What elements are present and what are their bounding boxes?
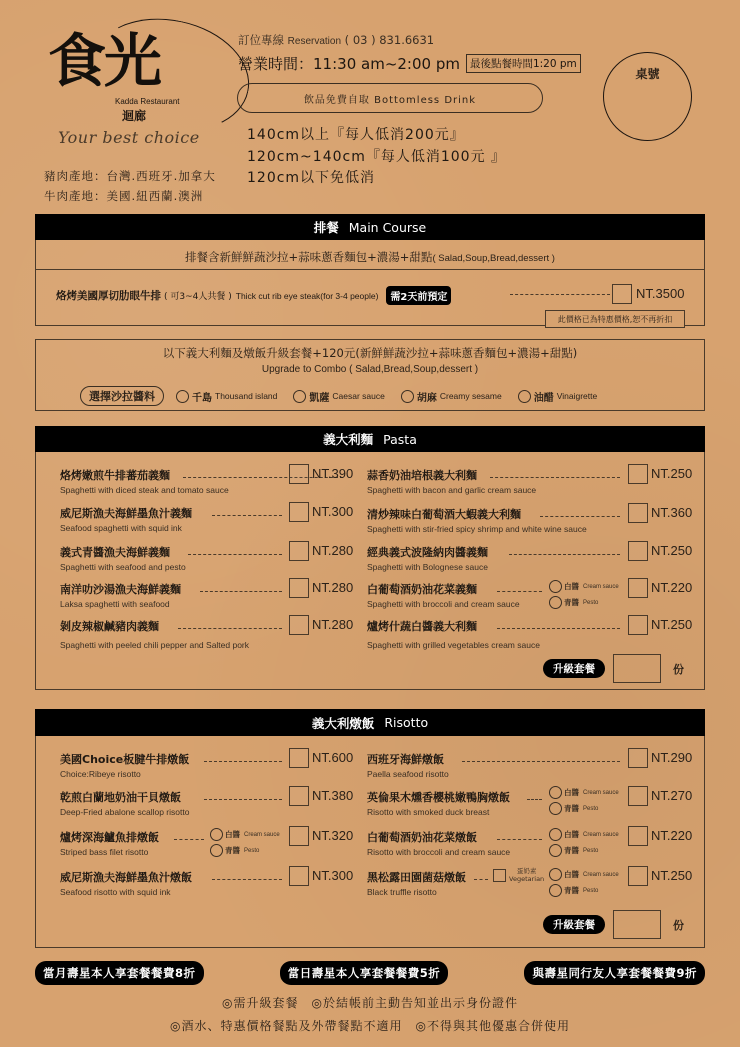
item-checkbox[interactable]	[289, 541, 309, 561]
leader-dots	[462, 761, 620, 762]
leader-dots	[212, 879, 282, 880]
sauce-zh: 青醬	[564, 886, 579, 895]
sauce-option-cream[interactable]	[549, 580, 619, 593]
main-course-includes	[35, 249, 705, 265]
item-name: 西班牙海鮮燉飯	[367, 753, 444, 766]
item-checkbox[interactable]	[628, 615, 648, 635]
upgrade-label: 升級套餐	[543, 915, 605, 934]
radio-icon[interactable]	[549, 802, 562, 815]
option-zh: 千島	[192, 392, 212, 404]
salad-option-caesar[interactable]	[293, 389, 384, 404]
item-price: NT.220	[651, 828, 693, 843]
item-price: NT.290	[651, 750, 693, 765]
risotto-header	[35, 709, 705, 736]
sauce-zh: 白醬	[564, 870, 579, 879]
item-price: NT.280	[312, 617, 354, 632]
bottomless-drink-banner: 飲品免費自取 Bottomless Drink	[237, 83, 543, 113]
radio-icon[interactable]	[293, 390, 306, 403]
item-name: 黑松露田園菌菇燉飯	[367, 871, 466, 884]
logo-english: Kadda Restaurant	[115, 97, 180, 106]
item-name: 剝皮辣椒鹹豬肉義麵	[60, 620, 159, 633]
sauce-en: Cream sauce	[583, 583, 619, 590]
sauce-zh: 青醬	[564, 598, 579, 607]
item-name: 爐烤什蔬白醬義大利麵	[367, 620, 477, 633]
logo-title: 食光	[48, 27, 161, 95]
item-en: Striped bass filet risotto	[60, 847, 149, 857]
item-checkbox[interactable]	[628, 541, 648, 561]
section-title-zh: 排餐	[313, 220, 339, 235]
item-en: Spaghetti with peeled chili pepper and Salted pork	[60, 640, 250, 650]
includes-en: ( Salad,Soup,Bread,dessert )	[432, 253, 555, 264]
reservation-en: Reservation	[287, 36, 342, 47]
item-en: Seafood spaghetti with squid ink	[60, 523, 182, 533]
item-checkbox[interactable]	[628, 786, 648, 806]
item-checkbox[interactable]	[628, 503, 648, 523]
item-price: NT.250	[651, 543, 693, 558]
includes-zh: 排餐含新鮮鮮蔬沙拉+蒜味蔥香麵包+濃湯+甜點	[185, 250, 433, 264]
section-title-en: Pasta	[383, 431, 417, 447]
item-price: NT.300	[312, 504, 354, 519]
item-name: 乾煎白蘭地奶油干貝燉飯	[60, 791, 181, 804]
item-price: NT.360	[651, 505, 693, 520]
item-name: 經典義式波隆納肉醬義麵	[367, 546, 488, 559]
sauce-en: Pesto	[583, 847, 599, 854]
item-en: Spaghetti with diced steak and tomato sauce	[60, 485, 229, 495]
item-en: Seafood risotto with squid ink	[60, 887, 171, 897]
upgrade-quantity-field[interactable]	[613, 654, 661, 683]
item-checkbox[interactable]	[289, 502, 309, 522]
sauce-zh: 青醬	[564, 846, 579, 855]
item-en: Black truffle risotto	[367, 887, 437, 897]
sauce-zh: 白醬	[225, 830, 240, 839]
item-en: Spaghetti with grilled vegetables cream sauce	[367, 640, 540, 650]
radio-icon[interactable]	[549, 786, 562, 799]
radio-icon[interactable]	[210, 828, 223, 841]
logo-subtitle: 迴廊	[122, 109, 147, 123]
radio-icon[interactable]	[549, 868, 562, 881]
item-price: NT.250	[651, 868, 693, 883]
radio-icon[interactable]	[176, 390, 189, 403]
sauce-zh: 白醬	[564, 830, 579, 839]
sauce-option-cream[interactable]	[210, 828, 280, 841]
leader-dots	[497, 591, 542, 592]
item-name: 清炒辣味白葡萄酒大蝦義大利麵	[367, 508, 521, 521]
sauce-en: Pesto	[583, 805, 599, 812]
leader-dots	[497, 628, 620, 629]
item-checkbox[interactable]	[289, 578, 309, 598]
option-zh: 油醋	[533, 392, 554, 404]
item-name: 義式青醬漁夫海鮮義麵	[60, 546, 170, 559]
option-zh: 胡麻	[416, 392, 437, 404]
ribeye-checkbox[interactable]	[612, 284, 632, 304]
reservation-line	[238, 32, 434, 48]
item-name: 威尼斯漁夫海鮮墨魚汁燉飯	[60, 871, 192, 884]
promo-badge: 當月壽星本人享套餐餐費8折	[35, 961, 204, 985]
table-number-field[interactable]	[603, 52, 692, 141]
leader-dots	[200, 591, 282, 592]
sauce-selector	[549, 868, 619, 897]
radio-icon[interactable]	[549, 844, 562, 857]
radio-icon[interactable]	[549, 580, 562, 593]
leader-dots	[188, 554, 282, 555]
business-hours	[238, 53, 581, 74]
section-title-en: Risotto	[384, 715, 429, 730]
item-en: Laksa spaghetti with seafood	[60, 599, 170, 609]
item-checkbox[interactable]	[289, 826, 309, 846]
leader-dots	[474, 879, 488, 880]
last-order-badge: 最後點餐時間1:20 pm	[466, 54, 581, 73]
promo-note-2: ◎酒水、特惠價格餐點及外帶餐點不適用 ◎不得與其他優惠合併使用	[170, 1019, 570, 1033]
radio-icon[interactable]	[549, 828, 562, 841]
leader-dots	[527, 799, 542, 800]
item-price: NT.320	[312, 828, 354, 843]
item-name: 威尼斯漁夫海鮮墨魚汁義麵	[60, 507, 192, 520]
leader-dots	[510, 294, 610, 295]
item-price: NT.390	[312, 466, 354, 481]
sauce-zh: 青醬	[225, 846, 240, 855]
vegetarian-checkbox[interactable]	[493, 869, 506, 882]
unit-label: 份	[673, 918, 684, 932]
tagline: Your best choice	[58, 128, 200, 147]
combo-line-1: 以下義大利麵及燉飯升級套餐+120元(新鮮鮮蔬沙拉+蒜味蔥香麵包+濃湯+甜點)	[162, 346, 578, 360]
sauce-selector	[549, 828, 619, 857]
sauce-option-cream[interactable]	[549, 786, 619, 799]
sauce-selector	[549, 786, 619, 815]
birthday-promotions	[35, 961, 705, 985]
pork-origin: 豬肉產地：台灣.西班牙.加拿大	[44, 169, 216, 183]
item-en: Spaghetti with stir-fried spicy shrimp and white wine sauce	[367, 524, 587, 534]
item-en: Deep-Fried abalone scallop risotto	[60, 807, 190, 817]
sauce-option-cream[interactable]	[549, 828, 619, 841]
leader-dots	[204, 799, 282, 800]
sauce-option-pesto[interactable]	[549, 802, 619, 815]
sauce-option-cream[interactable]	[549, 868, 619, 881]
ribeye-item	[56, 286, 451, 305]
item-price: NT.280	[312, 543, 354, 558]
sauce-en: Cream sauce	[583, 789, 619, 796]
item-price: NT.250	[651, 466, 693, 481]
item-price: NT.380	[312, 788, 354, 803]
item-checkbox[interactable]	[289, 866, 309, 886]
promo-badge: 與壽星同行友人享套餐餐費9折	[524, 961, 705, 985]
radio-icon[interactable]	[549, 596, 562, 609]
radio-icon[interactable]	[210, 844, 223, 857]
veg-zh: 蛋奶素	[516, 867, 537, 875]
hours-value: 11:30 am~2:00 pm	[313, 54, 460, 73]
unit-label: 份	[673, 662, 684, 676]
item-name: 白葡萄酒奶油花菜燉飯	[367, 831, 477, 844]
vegetarian-option[interactable]	[493, 867, 544, 883]
sauce-selector	[210, 828, 280, 857]
sauce-en: Pesto	[583, 599, 599, 606]
sauce-selector	[549, 580, 619, 609]
leader-dots	[540, 516, 620, 517]
salad-label: 選擇沙拉醬料	[80, 386, 164, 406]
item-en: Choice:Ribeye risotto	[60, 769, 141, 779]
pasta-upgrade	[543, 654, 684, 683]
item-checkbox[interactable]	[628, 826, 648, 846]
option-en: Creamy sesame	[439, 391, 502, 401]
item-note: ( 可3~4人共餐 )	[164, 292, 232, 302]
salad-option-vinaigrette[interactable]	[518, 389, 597, 404]
option-en: Caesar sauce	[332, 391, 385, 401]
item-price: NT.300	[312, 868, 354, 883]
item-name: 蒜香奶油培根義大利麵	[367, 469, 477, 482]
leader-dots	[509, 554, 620, 555]
option-zh: 凱薩	[309, 392, 330, 404]
leader-dots	[497, 839, 542, 840]
table-number-label: 桌號	[635, 67, 660, 81]
section-title-zh: 義大利麵	[323, 432, 374, 447]
sauce-option-pesto[interactable]	[549, 844, 619, 857]
item-price: NT.600	[312, 750, 354, 765]
upgrade-label: 升級套餐	[543, 659, 605, 678]
sauce-zh: 青醬	[564, 804, 579, 813]
item-name: 烙烤美國厚切肋眼牛排	[56, 290, 161, 302]
sauce-zh: 白醬	[564, 788, 579, 797]
leader-dots	[178, 628, 282, 629]
ribeye-price: NT.3500	[636, 286, 685, 301]
item-checkbox[interactable]	[289, 464, 309, 484]
salad-option-sesame[interactable]	[401, 389, 502, 404]
item-en: Paella seafood risotto	[367, 769, 449, 779]
veg-en: Vegetarian	[509, 875, 545, 883]
item-name: 南洋叻沙湯漁夫海鮮義麵	[60, 583, 181, 596]
hours-label: 營業時間：	[238, 55, 314, 73]
no-discount-note: 此價格已為特惠價格,恕不再折扣	[545, 310, 685, 328]
radio-icon[interactable]	[401, 390, 414, 403]
item-name: 白葡萄酒奶油花菜義麵	[367, 583, 477, 596]
min-charge-1: 140cm以上『每人低消200元』	[247, 127, 465, 143]
combo-line-2: Upgrade to Combo ( Salad,Bread,Soup,dessert )	[261, 364, 479, 375]
option-en: Vinaigrette	[556, 391, 598, 401]
vegetarian-label	[509, 867, 544, 883]
section-title-zh: 義大利燉飯	[311, 715, 375, 731]
item-checkbox[interactable]	[289, 786, 309, 806]
item-en: Spaghetti with broccoli and cream sauce	[367, 599, 520, 609]
risotto-upgrade	[543, 910, 684, 939]
item-name: 爐烤深海鱸魚排燉飯	[60, 831, 159, 844]
upgrade-quantity-field[interactable]	[613, 910, 661, 939]
item-checkbox[interactable]	[289, 615, 309, 635]
leader-dots	[490, 477, 620, 478]
leader-dots	[174, 839, 204, 840]
sauce-en: Cream sauce	[583, 871, 619, 878]
item-en: Risotto with broccoli and cream sauce	[367, 847, 511, 857]
sauce-option-pesto[interactable]	[549, 884, 619, 897]
item-checkbox[interactable]	[628, 578, 648, 598]
sauce-en: Cream sauce	[583, 831, 619, 838]
item-checkbox[interactable]	[628, 748, 648, 768]
item-en: Spaghetti with bacon and garlic cream sauce	[367, 485, 537, 495]
section-title-en: Main Course	[348, 219, 427, 235]
item-price: NT.270	[651, 788, 693, 803]
sauce-option-pesto[interactable]	[210, 844, 280, 857]
item-checkbox[interactable]	[628, 464, 648, 484]
leader-dots	[204, 761, 282, 762]
promo-badge: 當日壽星本人享套餐餐費5折	[280, 961, 449, 985]
sauce-en: Cream sauce	[244, 831, 280, 838]
beef-origin: 牛肉產地：美國.紐西蘭.澳洲	[44, 189, 204, 203]
item-checkbox[interactable]	[628, 866, 648, 886]
item-name: 美國Choice板腱牛排燉飯	[60, 753, 190, 766]
item-en: Risotto with smoked duck breast	[367, 807, 490, 817]
pasta-header	[35, 426, 705, 452]
radio-icon[interactable]	[518, 390, 531, 403]
item-en: Thick cut rib eye steak(for 3-4 people)	[235, 290, 379, 301]
sauce-en: Pesto	[244, 847, 260, 854]
min-charge-2: 120cm~140cm『每人低消100元 』	[247, 149, 507, 165]
item-price: NT.280	[312, 580, 354, 595]
salad-dressing-selector	[80, 386, 607, 406]
item-name: 烙烤嫩煎牛排蕃茄義麵	[60, 469, 170, 482]
option-en: Thousand island	[215, 391, 278, 401]
sauce-option-pesto[interactable]	[549, 596, 619, 609]
reservation-phone[interactable]: ( 03 ) 831.6631	[344, 33, 435, 47]
divider	[35, 269, 705, 270]
leader-dots	[212, 515, 282, 516]
sauce-zh: 白醬	[564, 582, 579, 591]
main-course-header	[35, 214, 705, 240]
item-en: Spaghetti with Bolognese sauce	[367, 562, 488, 572]
salad-option-thousand-island[interactable]	[176, 389, 277, 404]
item-en: Spaghetti with seafood and pesto	[60, 562, 186, 572]
reservation-label: 訂位專線	[238, 33, 284, 47]
item-checkbox[interactable]	[289, 748, 309, 768]
preorder-badge: 需2天前預定	[386, 286, 451, 305]
promo-note-1: ◎需升級套餐 ◎於結帳前主動告知並出示身份證件	[222, 996, 518, 1010]
min-charge-3: 120cm以下免低消	[247, 170, 376, 186]
sauce-en: Pesto	[583, 887, 599, 894]
item-name: 英倫果木燻香櫻桃嫩鴨胸燉飯	[367, 791, 510, 804]
item-price: NT.250	[651, 617, 693, 632]
item-price: NT.220	[651, 580, 693, 595]
radio-icon[interactable]	[549, 884, 562, 897]
